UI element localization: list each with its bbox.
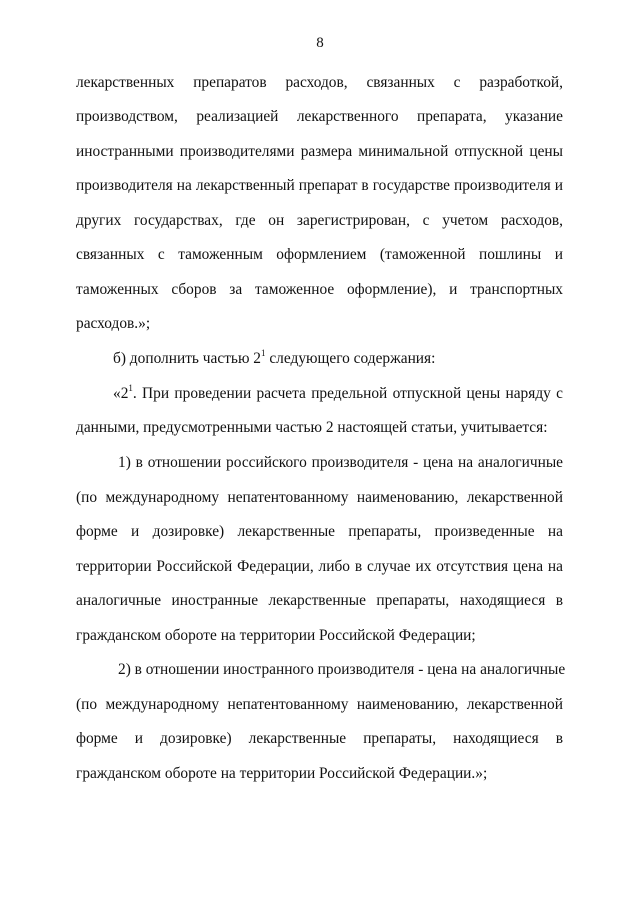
list-item-1-line: гражданском обороте на территории Российской Федерации;: [76, 627, 476, 644]
paragraph-line: производителя на лекарственный препарат в государстве производителя и: [76, 177, 563, 194]
list-item-1-line: (по международному непатентованному наименованию, лекарственной: [76, 489, 563, 506]
paragraph-line: иностранными производителями размера минимальной отпускной цены: [76, 143, 563, 160]
paragraph-line: других государствах, где он зарегистрирован, с учетом расходов,: [76, 212, 563, 229]
paragraph-line: расходов.»;: [76, 315, 151, 332]
list-item-1-line: 1) в отношении российского производителя - цена на аналогичные: [118, 454, 563, 471]
amendment-item-b: [113, 349, 563, 369]
paragraph-line: таможенных сборов за таможенное оформление), и транспортных: [76, 281, 563, 298]
quote-start-line: [113, 384, 563, 404]
paragraph-line: лекарственных препаратов расходов, связанных с разработкой,: [76, 74, 563, 91]
quote-number: «2: [113, 385, 129, 402]
superscript: 1: [128, 383, 133, 393]
page-number: 8: [316, 35, 324, 51]
paragraph-line: производством, реализацией лекарственного препарата, указание: [76, 108, 563, 125]
list-item-1-line: форме и дозировке) лекарственные препараты, произведенные на: [76, 523, 563, 540]
list-item-2-line: форме и дозировке) лекарственные препараты, находящиеся в: [76, 730, 563, 747]
item-b-text: б) дополнить частью 2: [113, 350, 261, 367]
superscript: 1: [261, 348, 266, 358]
list-item-1-line: территории Российской Федерации, либо в случае их отсутствия цена на: [76, 558, 563, 575]
quote-text: . При проведении расчета предельной отпускной цены наряду с: [132, 385, 563, 402]
paragraph-line: связанных с таможенным оформлением (таможенной пошлины и: [76, 246, 563, 263]
list-item-2-line: 2) в отношении иностранного производителя - цена на аналогичные: [118, 661, 566, 678]
paragraph-line: данными, предусмотренными частью 2 настоящей статьи, учитывается:: [76, 419, 548, 436]
list-item-1-line: аналогичные иностранные лекарственные препараты, находящиеся в: [76, 592, 563, 609]
list-item-2-line: гражданском обороте на территории Российской Федерации.»;: [76, 765, 488, 782]
item-b-text: следующего содержания:: [265, 350, 436, 367]
list-item-2-line: (по международному непатентованному наименованию, лекарственной: [76, 696, 563, 713]
